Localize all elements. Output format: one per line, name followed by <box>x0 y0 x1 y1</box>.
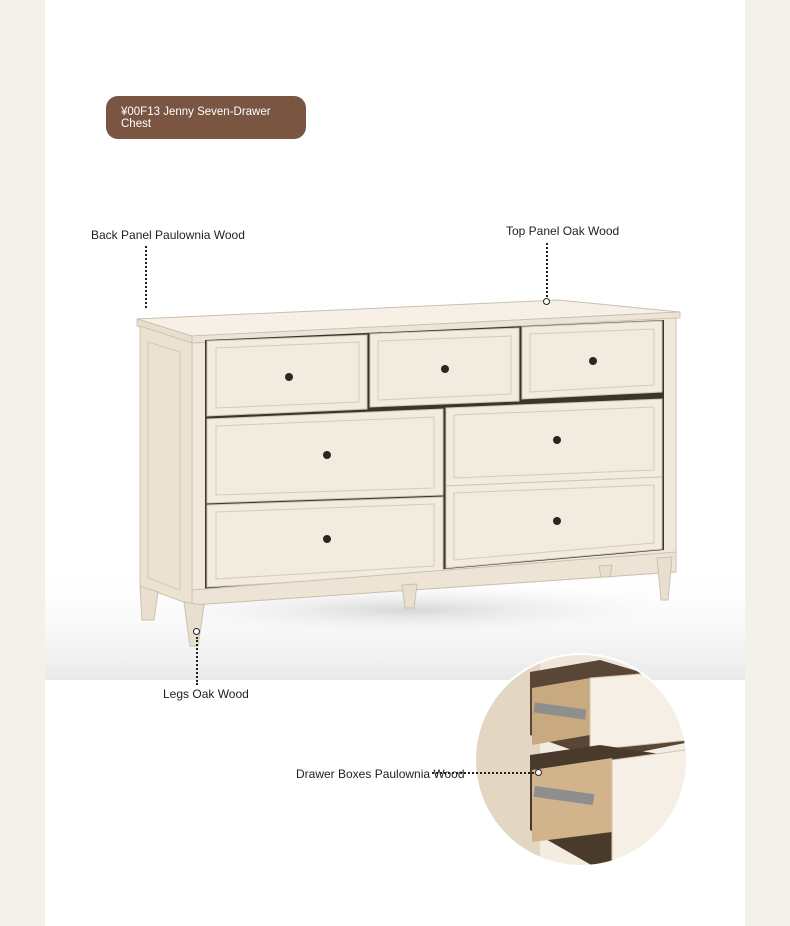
top-panel-leader-line <box>546 243 548 297</box>
legs-callout-label: Legs Oak Wood <box>163 687 249 701</box>
drawer-boxes-leader-line <box>432 772 534 774</box>
legs-marker-dot <box>193 628 200 635</box>
product-title-badge <box>106 96 306 139</box>
drawer-boxes-marker-dot <box>535 769 542 776</box>
product-title: ¥00F13 Jenny Seven-Drawer Chest <box>121 106 271 130</box>
back-panel-leader-line <box>145 246 147 308</box>
legs-leader-line <box>196 637 198 685</box>
drawer-box-detail-inset <box>470 650 700 870</box>
top-panel-callout-label: Top Panel Oak Wood <box>506 224 620 238</box>
drawer-boxes-callout-label: Drawer Boxes Paulownia Wood <box>296 767 465 781</box>
back-panel-callout-label: Back Panel Paulownia Wood <box>91 228 245 242</box>
top-panel-marker-dot <box>543 298 550 305</box>
